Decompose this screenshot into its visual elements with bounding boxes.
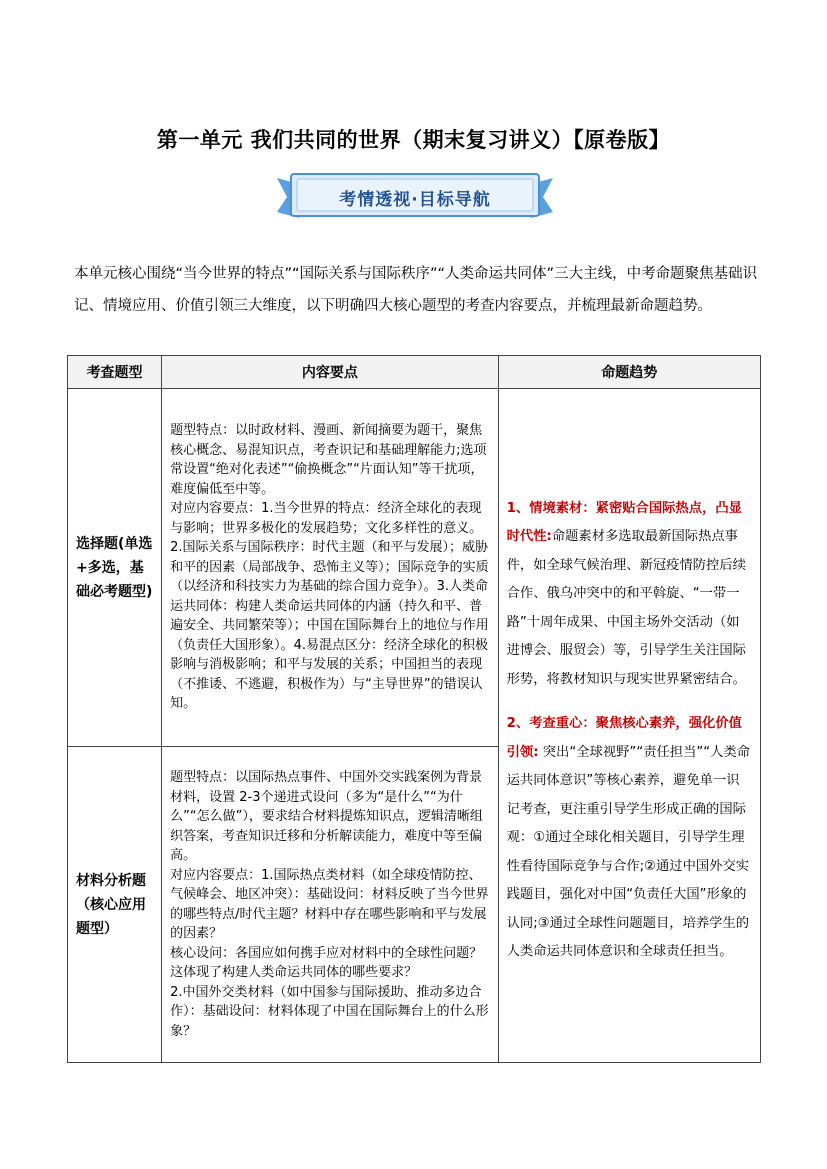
banner-label: 考情透视·目标导航 <box>339 190 491 210</box>
row-type-label: 选择题(单选+多选，基础必考题型) <box>68 389 162 747</box>
table-row <box>68 389 761 747</box>
content-paragraph: 题型特点：以国际热点事件、中国外交实践案例为背景材料，设置 2-3个递进式设问（多为“是什么”“为什么”“怎么做”），要求结合材料提炼知识点，逻辑清晰组织答案，考查知识迁移和分析解读能力，难度中等至偏高。 <box>170 770 483 863</box>
exam-analysis-table <box>67 355 761 1063</box>
trend-paragraph-1 <box>507 495 752 695</box>
content-paragraph: 核心设问：各国应如何携手应对材料中的全球性问题？这体现了构建人类命运共同体的哪些要求？ <box>170 945 483 980</box>
trend-paragraph-2 <box>507 710 752 967</box>
trend-body-2: 突出“全球视野”“责任担当”“人类命运共同体意识”等核心素养，避免单一识记考查，更注重引导学生形成正确的国际观：①通过全球化相关题目，引导学生理性看待国际竞争与合作;②通过中国外交实践题目，强化对中国“负责任大国”形象的认同;③通过全球性问题题目，培养学生的人类命运共同体意识和全球责任担当。 <box>506 744 751 959</box>
header-content-points: 内容要点 <box>162 356 498 389</box>
document-title: 第一单元 我们共同的世界（期末复习讲义）【原卷版】 <box>156 127 671 152</box>
trend-heading-1: 1、情境素材：紧密贴合国际热点，凸显时代性: <box>506 500 742 544</box>
section-banner <box>277 170 553 224</box>
content-paragraph: 对应内容要点：1.当今世界的特点：经济全球化的表现与影响；世界多极化的发展趋势；文化多样性的意义。2.国际关系与国际秩序：时代主题（和平与发展）；威胁和平的因素（局部战争、恐怖主义等）；国际竞争的实质（以经济和科技实力为基础的综合国力竞争）。3.人类命运共同体：构建人类命运共同体的内涵（持久和平、普遍安全、共同繁荣等）；中国在国际舞台上的地位与作用（负责任大国形象）。4.易混点区分：经济全球化的积极影响与消极影响；和平与发展的关系；中国担当的表现（不推诿、不逃避，积极作为）与“主导世界”的错误认知。 <box>170 501 489 712</box>
trend-body-1: 命题素材多选取最新国际热点事件，如全球气候治理、新冠疫情防控后续合作、俄乌冲突中的和平斡旋、“一带一路”十周年成果、中国主场外交活动（如进博会、服贸会）等，引导学生关注国际形势，将教材知识与现实世界紧密结合。 <box>506 529 746 687</box>
content-paragraph: 对应内容要点：1.国际热点类材料（如全球疫情防控、气候峰会、地区冲突）：基础设问：材料反映了当今世界的哪些特点/时代主题？材料中存在哪些影响和平与发展的因素？ <box>170 867 489 941</box>
row-content <box>162 747 498 1063</box>
content-paragraph: 题型特点：以时政材料、漫画、新闻摘要为题干，聚焦核心概念、易混知识点，考查识记和基础理解能力;选项常设置“绝对化表述”“偷换概念”“片面认知”等干扰项，难度偏低至中等。 <box>170 423 487 497</box>
row-content <box>162 389 498 747</box>
table-header-row <box>68 356 761 389</box>
trend-cell <box>498 389 760 1063</box>
intro-paragraph: 本单元核心围绕“当今世界的特点”“国际关系与国际秩序”“人类命运共同体”三大主线，中考命题聚焦基础识记、情境应用、价值引领三大维度，以下明确四大核心题型的考查内容要点，并梳理最新命题趋势。 <box>74 266 758 314</box>
header-trend: 命题趋势 <box>498 356 760 389</box>
header-question-type: 考查题型 <box>68 356 162 389</box>
row-type-label: 材料分析题（核心应用题型） <box>68 747 162 1063</box>
trend-heading-2: 2、考查重心：聚焦核心素养，强化价值引领: <box>506 716 742 760</box>
content-paragraph: 2.中国外交类材料（如中国参与国际援助、推动多边合作）：基础设问：材料体现了中国在国际舞台上的什么形象？ <box>170 984 489 1039</box>
